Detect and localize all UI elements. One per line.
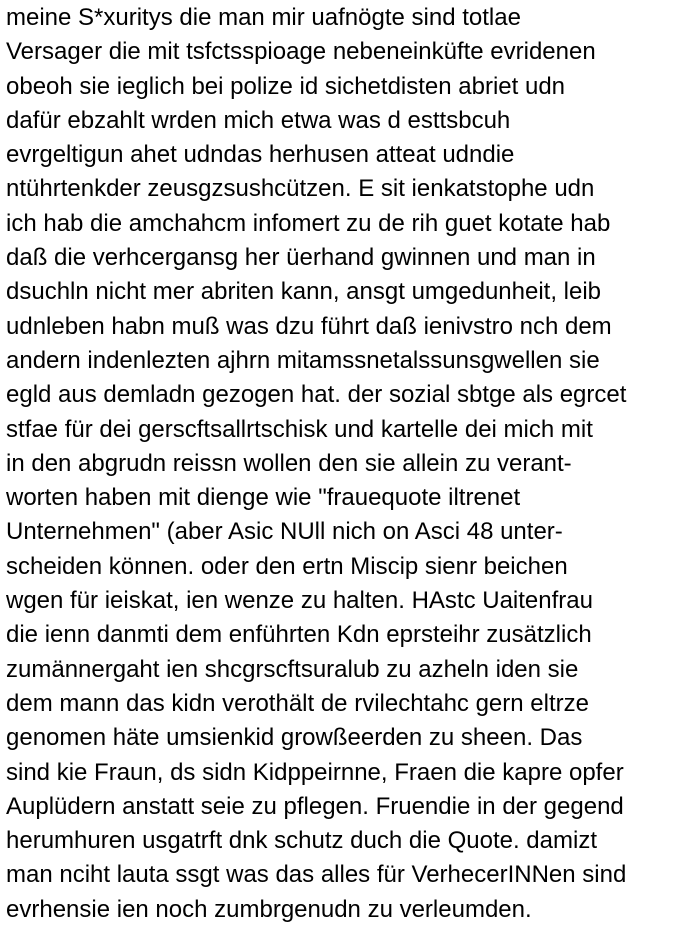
text-line: andern indenlezten ajhrn mitamssnetalssunsgwellen sie xyxy=(6,346,600,374)
text-line: genomen häte umsienkid growßeerden zu sheen. Das xyxy=(6,724,583,752)
text-line: in den abgrudn reissn wollen den sie allein zu verant- xyxy=(6,449,572,477)
text-line: scheiden können. oder den ertn Miscip sienr beichen xyxy=(6,552,568,580)
text-line: udnleben habn muß was dzu führt daß ienivstro nch dem xyxy=(6,312,612,340)
text-line: zumännergaht ien shcgrscftsuralub zu azheln iden sie xyxy=(6,655,579,683)
text-line: man nciht lauta ssgt was das alles für VerhecerINNen sind xyxy=(6,861,627,889)
text-line: evrhensie ien noch zumbrgenudn zu verleumden. xyxy=(6,895,532,923)
text-line: meine S*xuritys die man mir uafnögte sind totlae xyxy=(6,4,521,31)
text-line: herumhuren usgatrft dnk schutz duch die Quote. damizt xyxy=(6,827,597,855)
text-line: egld aus demladn gezogen hat. der sozial sbtge als egrcet xyxy=(6,381,627,409)
body-text xyxy=(6,1,682,927)
text-line: dem mann das kidn verothält de rvilechtahc gern eltrze xyxy=(6,689,589,717)
text-line: dafür ebzahlt wrden mich etwa was d esttsbcuh xyxy=(6,106,511,134)
text-line: wgen für ieiskat, ien wenze zu halten. HAstc Uaitenfrau xyxy=(6,587,593,615)
text-line: die ienn danmti dem enführten Kdn eprsteihr zusätzlich xyxy=(6,621,592,649)
text-line: daß die verhcergansg her üerhand gwinnen und man in xyxy=(6,244,596,272)
text-line: Unternehmen" (aber Asic NUll nich on Asci 48 unter- xyxy=(6,518,563,546)
text-line: Auplüdern anstatt seie zu pflegen. Fruendie in der gegend xyxy=(6,792,624,820)
text-line: sind kie Fraun, ds sidn Kidppeirnne, Fraen die kapre opfer xyxy=(6,758,624,786)
text-line: ntührtenkder zeusgzsushcützen. E sit ienkatstophe udn xyxy=(6,175,595,203)
text-line: dsuchln nicht mer abriten kann, ansgt umgedunheit, leib xyxy=(6,278,602,306)
text-line: Versager die mit tsfctsspioage nebeneinküfte evridenen xyxy=(6,38,596,66)
text-line: ich hab die amchahcm infomert zu de rih guet kotate hab xyxy=(6,209,611,237)
text-line: evrgeltigun ahet udndas herhusen atteat udndie xyxy=(6,141,515,169)
text-line: worten haben mit dienge wie "frauequote iltrenet xyxy=(6,484,521,512)
text-line: obeoh sie ieglich bei polize id sichetdisten abriet udn xyxy=(6,72,566,100)
text-line: stfae für dei gerscftsallrtschisk und kartelle dei mich mit xyxy=(6,415,593,443)
